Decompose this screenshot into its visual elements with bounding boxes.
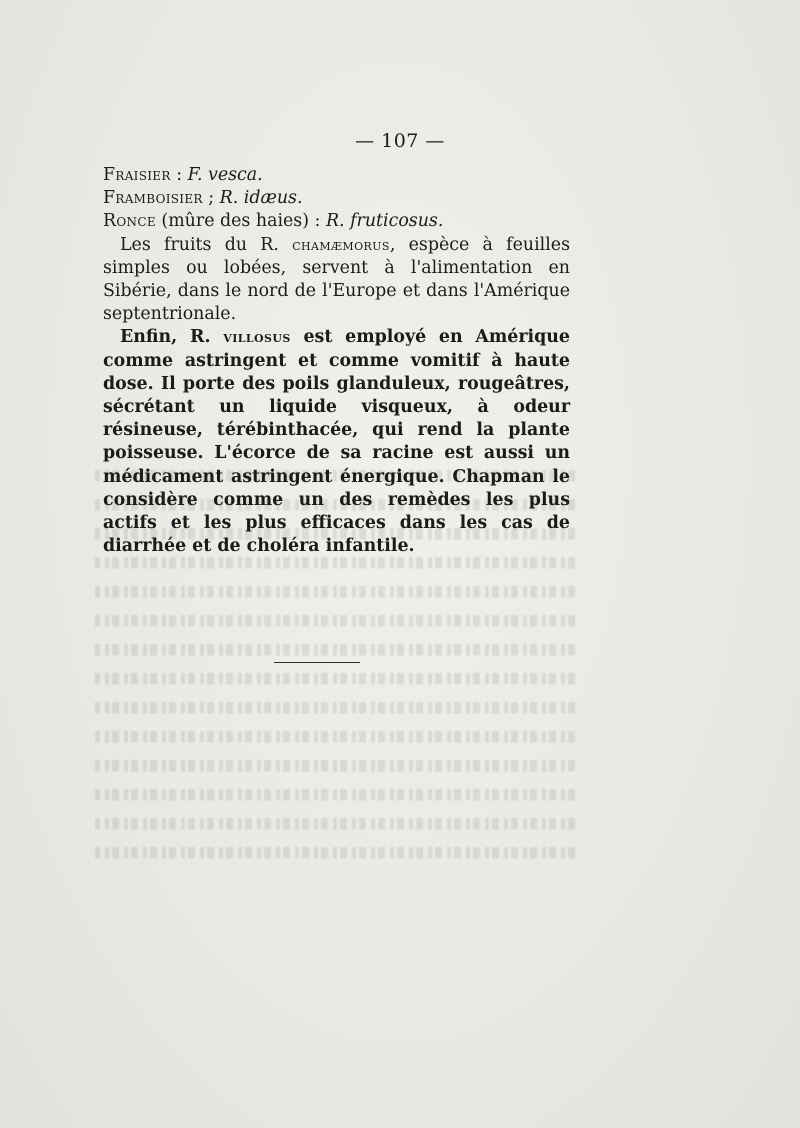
entry-name: Framboisier	[103, 188, 203, 209]
entry-latin-name: F. vesca.	[187, 165, 263, 185]
entry-name: Fraisier	[103, 165, 171, 185]
entry-qualifier: (mûre des haies) :	[155, 211, 326, 232]
paragraph-chamaemorus	[103, 234, 570, 327]
entry-name: Ronce	[103, 211, 156, 232]
entry-framboisier	[103, 187, 570, 210]
entry-separator: :	[170, 165, 188, 185]
species-name: chamæmorus	[292, 235, 390, 254]
paragraph-text: Les fruits du R.	[120, 234, 293, 255]
entry-latin-name: R. fruticosus.	[325, 211, 444, 232]
entry-ronce	[103, 210, 570, 233]
page-number: — 107 —	[355, 130, 445, 152]
paragraph-villosus	[103, 326, 570, 558]
paragraph-text: , espèce à feuilles simples ou lobées, servent à l'alimentation en Sibérie, dans le nord de l'Europe et dans l'Amérique septentrionale.	[103, 234, 570, 325]
section-divider	[274, 662, 360, 663]
paragraph-text: est employé en Amérique comme astringent et comme vomitif à haute dose. Il porte des poils glanduleux, rougeâtres, sécrétant un liquide visqueux, à odeur résineuse, térébinthacée, qui rend la plante poisseuse. L'écorce de sa racine est aussi un médicament astringent énergique. Chapman le considère comme un des remèdes les plus actifs et les plus efficaces dans les cas de diarrhée et de choléra infantile.	[103, 327, 570, 557]
entry-separator: ;	[202, 188, 220, 209]
page-body	[103, 164, 570, 558]
species-name: villosus	[223, 328, 291, 347]
entry-fraisier	[103, 164, 570, 187]
paragraph-text: Enfin, R.	[120, 327, 224, 348]
entry-latin-name: R. idæus.	[219, 188, 303, 209]
